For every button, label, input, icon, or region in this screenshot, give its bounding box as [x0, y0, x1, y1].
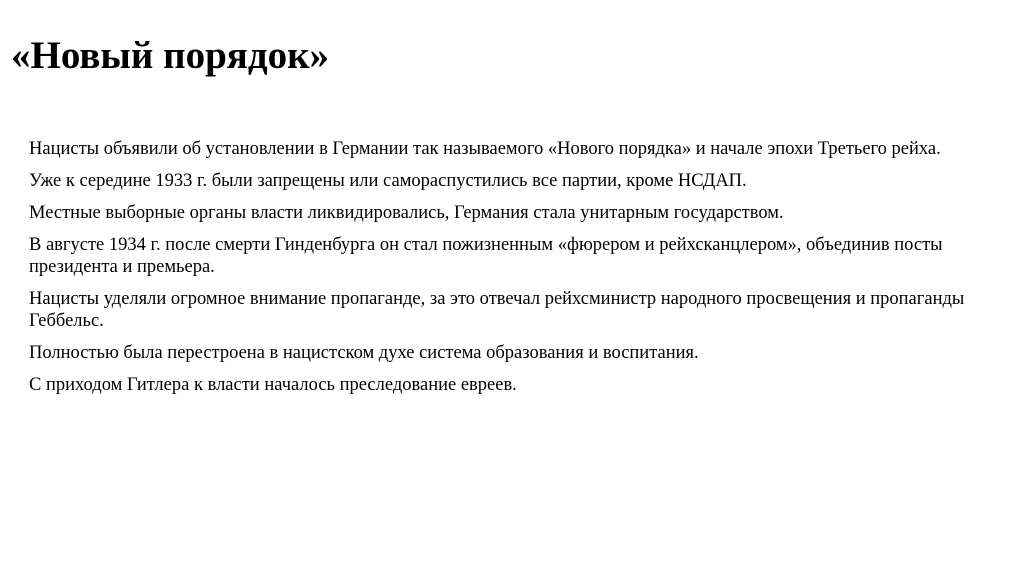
paragraph: Местные выборные органы власти ликвидировались, Германия стала унитарным государством. — [29, 203, 784, 223]
paragraph: В августе 1934 г. после смерти Гинденбурга он стал пожизненным «фюрером и рейхсканцлером», объединив посты президента и премьера. — [29, 235, 943, 277]
body-text — [29, 138, 1009, 406]
slide-title: «Новый порядок» — [11, 34, 330, 77]
paragraph: Нацисты уделяли огромное внимание пропаганде, за это отвечал рейхсминистр народного просвещения и пропаганды Геббельс. — [29, 289, 965, 331]
paragraph: С приходом Гитлера к власти началось преследование евреев. — [29, 375, 517, 395]
paragraph: Уже к середине 1933 г. были запрещены или самораспустились все партии, кроме НСДАП. — [29, 171, 747, 191]
paragraph: Полностью была перестроена в нацистском духе система образования и воспитания. — [29, 343, 699, 363]
paragraph: Нацисты объявили об установлении в Германии так называемого «Нового порядка» и начале эпохи Третьего рейха. — [29, 139, 941, 159]
